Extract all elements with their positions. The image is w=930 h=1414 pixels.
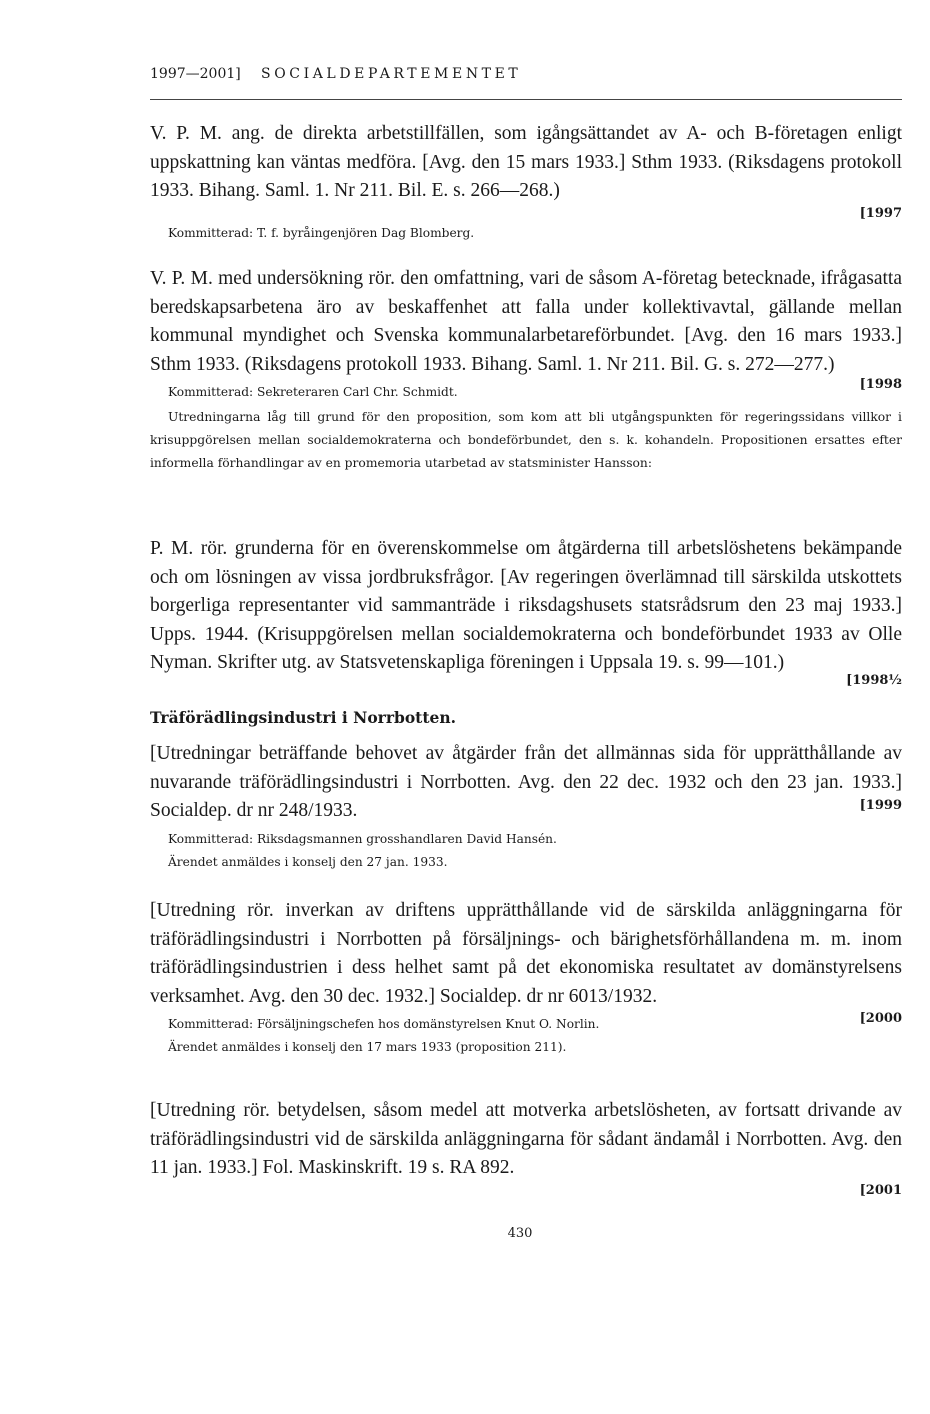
reported-line: Ärendet anmäldes i konselj den 27 jan. 1933. (168, 854, 448, 869)
entry-ref: [2000 (859, 1011, 902, 1026)
section-title: Träförädlingsindustri i Norrbotten. (150, 708, 457, 727)
header-department: SOCIALDEPARTEMENTET (261, 66, 522, 82)
entry-text: V. P. M. ang. de direkta arbetstillfällen, som igångsättandet av A- och B-företagen enligt uppskattning kan väntas medföra. [Avg. den 15 mars 1933.] Sthm 1933. (Riksdagens protokoll 1933. Bihang. Saml. 1. Nr 211. Bil. E. s. 266—268.) (150, 123, 902, 201)
entry-ref: [1998 (859, 377, 902, 392)
committee-line: Kommitterad: T. f. byråingenjören Dag Blomberg. (168, 225, 475, 240)
entry-2001 (150, 1097, 902, 1198)
committee-line: Kommitterad: Försäljningschefen hos domänstyrelsen Knut O. Norlin. (168, 1017, 600, 1031)
entry-text: P. M. rör. grunderna för en överenskommelse om åtgärderna till arbetslöshetens bekämpande och om lösningen av vissa jordbruksfrågor. [Av regeringen överlämnad till särskilda utskottets borgerliga representanter vid sammanträde i riksdagshusets statsrådsrum den 23 maj 1933.] Upps. 1944. (Krisuppgörelsen mellan socialdemokraterna och bondeförbundet 1933 av Olle Nyman. Skrifter utg. av Statsvetenskapliga föreningen i Uppsala 19. s. 99—101.) (150, 538, 902, 673)
entry-ref: [1997 (859, 206, 902, 221)
page-number: 430 (507, 1226, 533, 1241)
entry-ref: [1998½ (846, 673, 902, 688)
entry-1999 (150, 740, 902, 874)
entry-1997 (150, 120, 902, 245)
entry-note (150, 406, 902, 475)
entry-1998-half (150, 535, 902, 688)
entry-2000 (150, 897, 902, 1059)
entry-ref: [1999 (859, 798, 902, 813)
reported-line: Ärendet anmäldes i konselj den 17 mars 1933 (proposition 211). (168, 1040, 567, 1054)
entry-text: [Utredning rör. betydelsen, såsom medel att motverka arbetslösheten, av fortsatt drivande av träförädlingsindustri vid de särskilda anläggningarna för sådant ändamål i Norrbotten. Avg. den 11 jan. 1933.] Fol. Maskinskrift. 19 s. RA 892. (150, 1100, 902, 1178)
entry-ref: [2001 (859, 1183, 902, 1198)
note-text: Utredningarna låg till grund för den proposition, som kom att bli utgångspunkten för regeringssidans villkor i krisuppgörelsen mellan socialdemokraterna och bondeförbundet, den s. k. kohandeln. Propositionen ersattes efter informella förhandlingar av en promemoria utarbetad av statsminister Hansson: (150, 410, 902, 470)
entry-text: V. P. M. med undersökning rör. den omfattning, vari de såsom A-företag betecknade, ifrågasatta beredskapsarbetena äro av beskaffenhet att falla under kollektivavtal, gällande mellan kommunal myndighet och Svenska kommunalarbetareförbundet. [Avg. den 16 mars 1933.] Sthm 1933. (Riksdagens protokoll 1933. Bihang. Saml. 1. Nr 211. Bil. G. s. 272—277.) (150, 268, 902, 375)
entry-text: [Utredningar beträffande behovet av åtgärder från det allmännas sida för upprätthållande av nuvarande träförädlingsindustri i Norrbotten. Avg. den 22 dec. 1932 och den 23 jan. 1933.] Socialdep. dr nr 248/1933. (150, 743, 902, 821)
header-rule (150, 99, 902, 100)
entry-text: [Utredning rör. inverkan av driftens upprätthållande vid de särskilda anläggningarna för träförädlingsindustri i Norrbotten på försäljnings- och bärighetsförhållandena m. m. inom träförädlingsindustrien i dess helhet samt på det ekonomiska resultatet av domänstyrelsens verksamhet. Avg. den 30 dec. 1932.] Socialdep. dr nr 6013/1932. (150, 900, 902, 1007)
committee-line: Kommitterad: Sekreteraren Carl Chr. Schmidt. (168, 385, 458, 399)
running-header (150, 66, 900, 88)
committee-line: Kommitterad: Riksdagsmannen grosshandlaren David Hansén. (168, 831, 557, 846)
entry-1998 (150, 265, 902, 475)
header-years: 1997—2001] (150, 66, 241, 82)
